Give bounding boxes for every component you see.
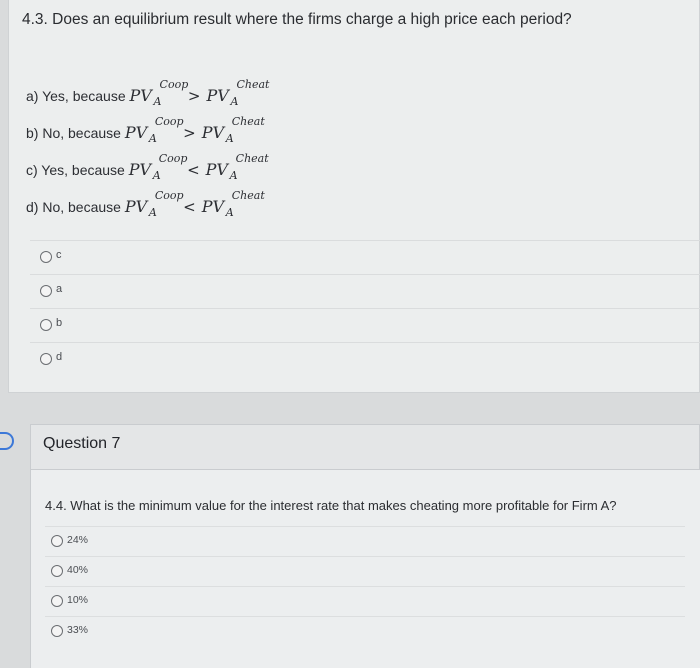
radio-button[interactable] [51, 625, 63, 637]
question-4-4-text: 4.4. What is the minimum value for the interest rate that makes cheating more profitable for Firm A? [45, 498, 617, 513]
question-4-3-title: 4.3. Does an equilibrium result where the firms charge a high price each period? [22, 11, 572, 28]
choice-c-operator: < [187, 161, 200, 179]
flag-question-icon[interactable] [0, 432, 14, 450]
answer-option-40[interactable] [45, 556, 685, 587]
choice-d-lhs: PV Coop A [124, 189, 184, 219]
question-7-header [30, 424, 700, 470]
answer-option-b[interactable] [30, 308, 700, 343]
option-label: c [56, 249, 62, 261]
answer-option-10[interactable] [45, 586, 685, 617]
option-label: d [56, 351, 63, 363]
answer-option-c[interactable] [30, 240, 700, 275]
choice-c-rhs: PV Cheat A [205, 152, 269, 182]
option-label: 10% [67, 594, 89, 606]
option-label: 40% [67, 564, 89, 576]
radio-button[interactable] [51, 595, 63, 607]
choice-a [26, 78, 270, 108]
choice-d-prefix: d) No, because [26, 199, 125, 215]
choice-d-operator: < [183, 198, 196, 216]
option-label: b [56, 317, 63, 329]
choice-d-rhs: PV Cheat A [201, 189, 265, 219]
answer-option-a[interactable] [30, 274, 700, 309]
radio-button[interactable] [40, 285, 52, 297]
radio-button[interactable] [40, 251, 52, 263]
choice-d [26, 189, 265, 219]
question-7-card [30, 470, 700, 668]
choice-c-prefix: c) Yes, because [26, 162, 129, 178]
option-label: 24% [67, 534, 89, 546]
choice-b-prefix: b) No, because [26, 125, 125, 141]
choice-b-rhs: PV Cheat A [201, 115, 265, 145]
radio-button[interactable] [51, 565, 63, 577]
choice-a-rhs: PV Cheat A [206, 78, 270, 108]
question-7-title: Question 7 [43, 435, 121, 452]
radio-button[interactable] [51, 535, 63, 547]
choice-a-operator: > [187, 87, 201, 105]
answer-option-33[interactable] [45, 616, 685, 647]
choice-a-lhs: PV Coop A [129, 78, 189, 108]
radio-button[interactable] [40, 353, 52, 365]
answer-option-24[interactable] [45, 526, 685, 557]
choice-a-prefix: a) Yes, because [26, 88, 130, 104]
option-label: a [56, 283, 63, 295]
choice-b-lhs: PV Coop A [124, 115, 184, 145]
option-label: 33% [67, 624, 89, 636]
choice-b [26, 115, 265, 145]
choice-b-operator: > [183, 124, 196, 142]
radio-button[interactable] [40, 319, 52, 331]
answer-option-d[interactable] [30, 342, 700, 377]
choice-c-lhs: PV Coop A [128, 152, 188, 182]
choice-c [26, 152, 269, 182]
